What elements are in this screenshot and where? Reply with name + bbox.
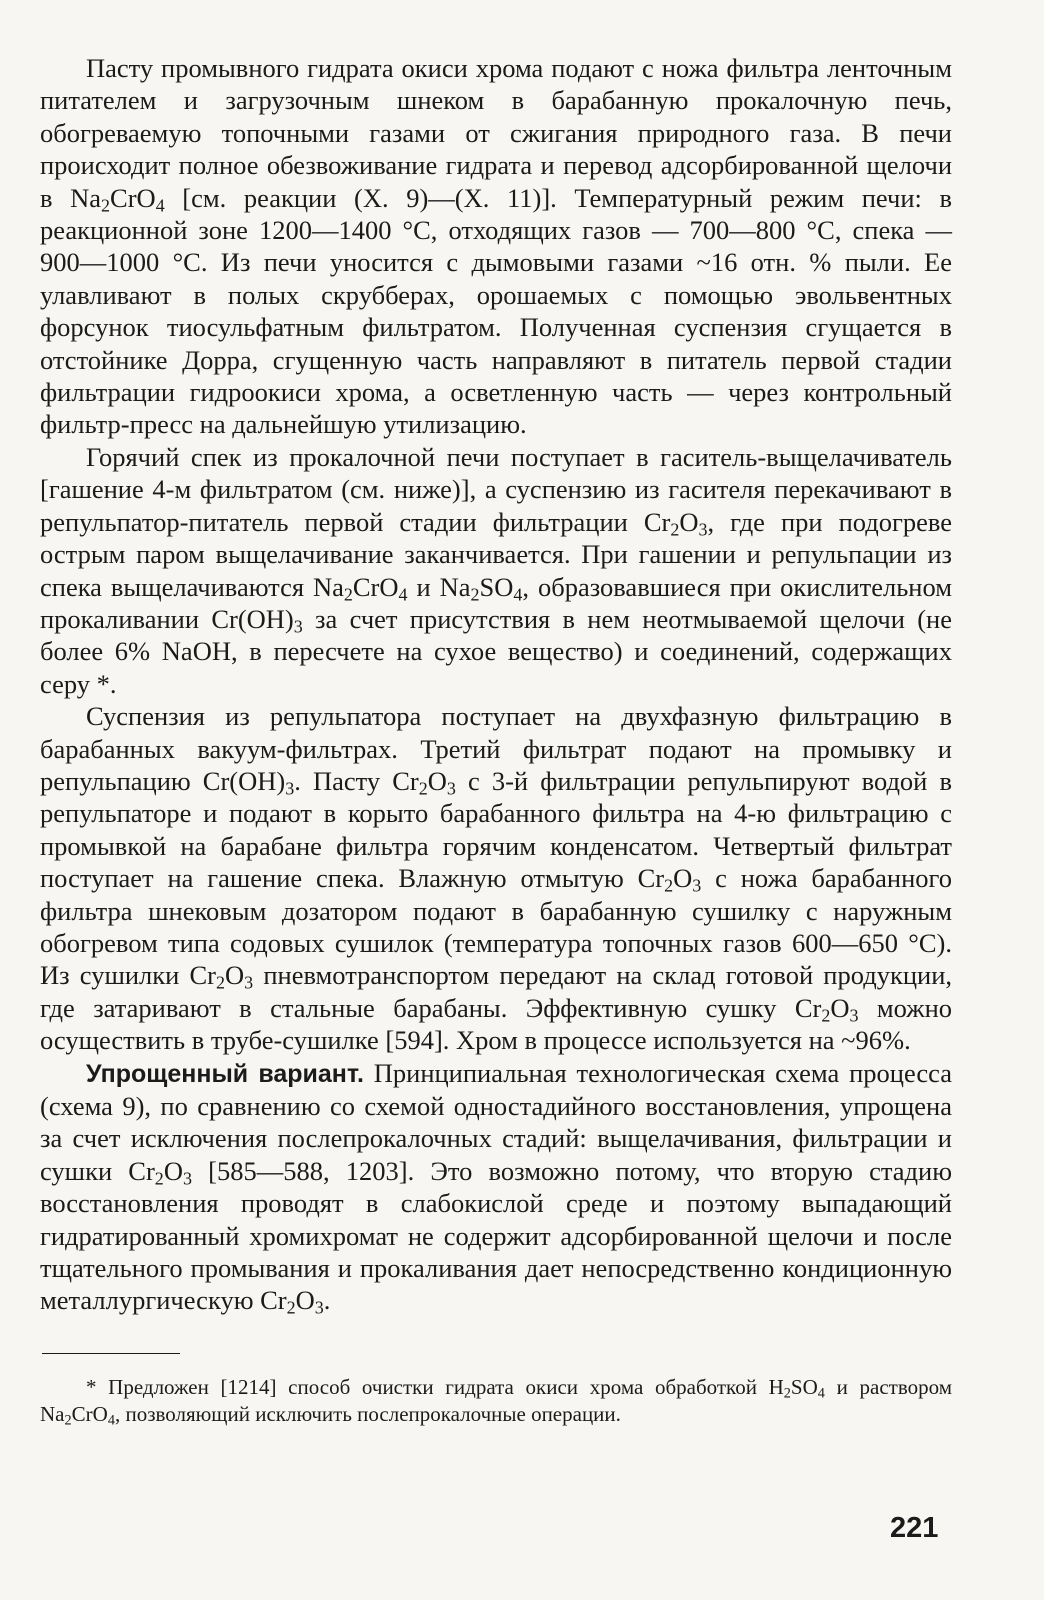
footnote-text: * Предложен [1214] способ очистки гидрата окиси хрома обработкой $H_2SO_4$ и раствором $Na_2CrO_4$, позволяющий исключить послепрокалочные операции. <box>40 1374 952 1429</box>
footnote-divider <box>42 1353 180 1354</box>
paragraph-3: Суспензия из репульпатора поступает на двухфазную фильтрацию в барабанных вакуум-фильтрах. Третий фильтрат подают на промывку и репульпацию $Cr(OH)_3$. Пасту $Cr_2O_3$ с 3-й фильтрации репульпируют водой в репульпаторе и подают в корыто барабанного фильтра на 4-ю фильтрацию с промывкой на барабане фильтра горячим конденсатом. Четвертый фильтрат поступает на гашение спека. Влажную отмытую $Cr_2O_3$ с ножа барабанного фильтра шнековым дозатором подают в барабанную сушилку с наружным обогревом типа содовых сушилок (температура топочных газов 600—650 °C). Из сушилки $Cr_2O_3$ пневмотранспортом передают на склад готовой продукции, где затаривают в стальные барабаны. Эффективную сушку $Cr_2O_3$ можно осуществить в трубе-сушилке [594]. Хром в процессе используется на ~96%. <box>40 701 952 1056</box>
paragraph-4 <box>40 1057 952 1317</box>
paragraph-4-text: Принципиальная технологическая схема процесса (схема 9), по сравнению со схемой одностадийного восстановления, упрощена за счет исключения послепрокалочных стадий: выщелачивания, фильтрации и сушки $Cr_2O_3$ [585—588, 1203]. Это возможно потому, что вторую стадию восстановления проводят в слабокислой среде и поэтому выпадающий гидратированный хромихромат не содержит адсорбированной щелочи и после тщательного промывания и прокаливания дает непосредственно кондиционную металлургическую $Cr_2O_3$. <box>40 1057 952 1318</box>
footnote <box>40 1374 952 1428</box>
main-text <box>40 52 952 1317</box>
paragraph-lead-heading: Упрощенный вариант. <box>86 1059 364 1088</box>
paragraph-2: Горячий спек из прокалочной печи поступает в гаситель-выщелачиватель [гашение 4-м фильтратом (см. ниже)], а суспензию из гасителя перекачивают в репульпатор-питатель первой стадии фильтрации $Cr_2O_3$, где при подогреве острым паром выщелачивание заканчивается. При гашении и репульпации из спека выщелачиваются $Na_2CrO_4$ и $Na_2SO_4$, образовавшиеся при окислительном прокаливании $Cr(OH)_3$ за счет присутствия в нем неотмываемой щелочи (не более 6% NaOH, в пересчете на сухое вещество) и соединений, содержащих серу *. <box>40 441 952 699</box>
page-number: 221 <box>890 1512 939 1544</box>
paragraph-1: Пасту промывного гидрата окиси хрома подают с ножа фильтра ленточным питателем и загрузочным шнеком в барабанную прокалочную печь, обогреваемую топочными газами от сжигания природного газа. В печи происходит полное обезвоживание гидрата и перевод адсорбированной щелочи в $Na_2CrO_4$ [см. реакции (X. 9)—(X. 11)]. Температурный режим печи: в реакционной зоне 1200—1400 °C, отходящих газов — 700—800 °C, спека — 900—1000 °C. Из печи уносится с дымовыми газами ~16 отн. % пыли. Ее улавливают в полых скрубберах, орошаемых с помощью эвольвентных форсунок тиосульфатным фильтратом. Полученная суспензия сгущается в отстойнике Дорра, сгущенную часть направляют в питатель первой стадии фильтрации гидроокиси хрома, а осветленную часть — через контрольный фильтр-пресс на дальнейшую утилизацию. <box>40 53 953 440</box>
